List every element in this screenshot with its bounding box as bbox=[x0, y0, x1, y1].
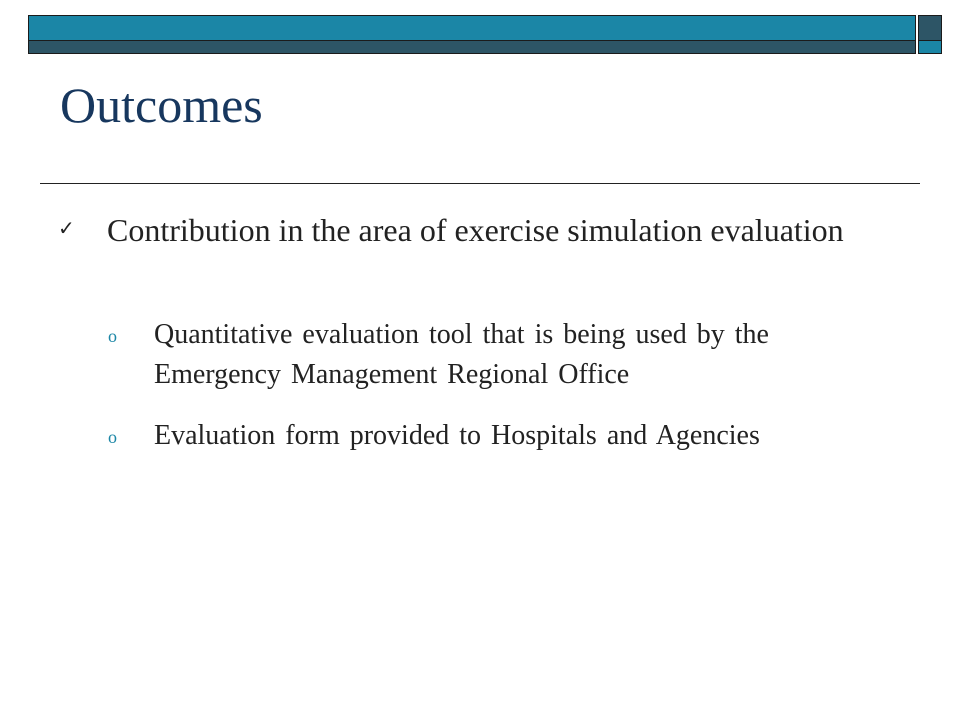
bullet-text: Contribution in the area of exercise simulation evaluation bbox=[107, 212, 844, 248]
sub-bullet-item bbox=[108, 416, 868, 456]
sub-bullet-text: Evaluation form provided to Hospitals and Agencies bbox=[154, 420, 760, 451]
sub-bullet-text: Quantitative evaluation tool that is being used by the Emergency Management Regional Office bbox=[154, 319, 769, 390]
checkmark-icon: ✓ bbox=[58, 218, 75, 240]
header-decor-square-bottom bbox=[919, 40, 941, 54]
circle-bullet-icon: o bbox=[108, 326, 117, 346]
circle-bullet-icon: o bbox=[108, 427, 117, 447]
header-decor-bar bbox=[28, 15, 916, 54]
header-decor-square bbox=[918, 15, 942, 54]
title-divider bbox=[40, 183, 920, 184]
header-decor-bar-bottom bbox=[29, 40, 915, 54]
slide-title: Outcomes bbox=[60, 77, 263, 133]
sub-bullet-item bbox=[108, 315, 868, 395]
header-decor-square-top bbox=[919, 16, 941, 40]
header-decor-bar-top bbox=[29, 16, 915, 40]
bullet-item bbox=[58, 209, 858, 252]
